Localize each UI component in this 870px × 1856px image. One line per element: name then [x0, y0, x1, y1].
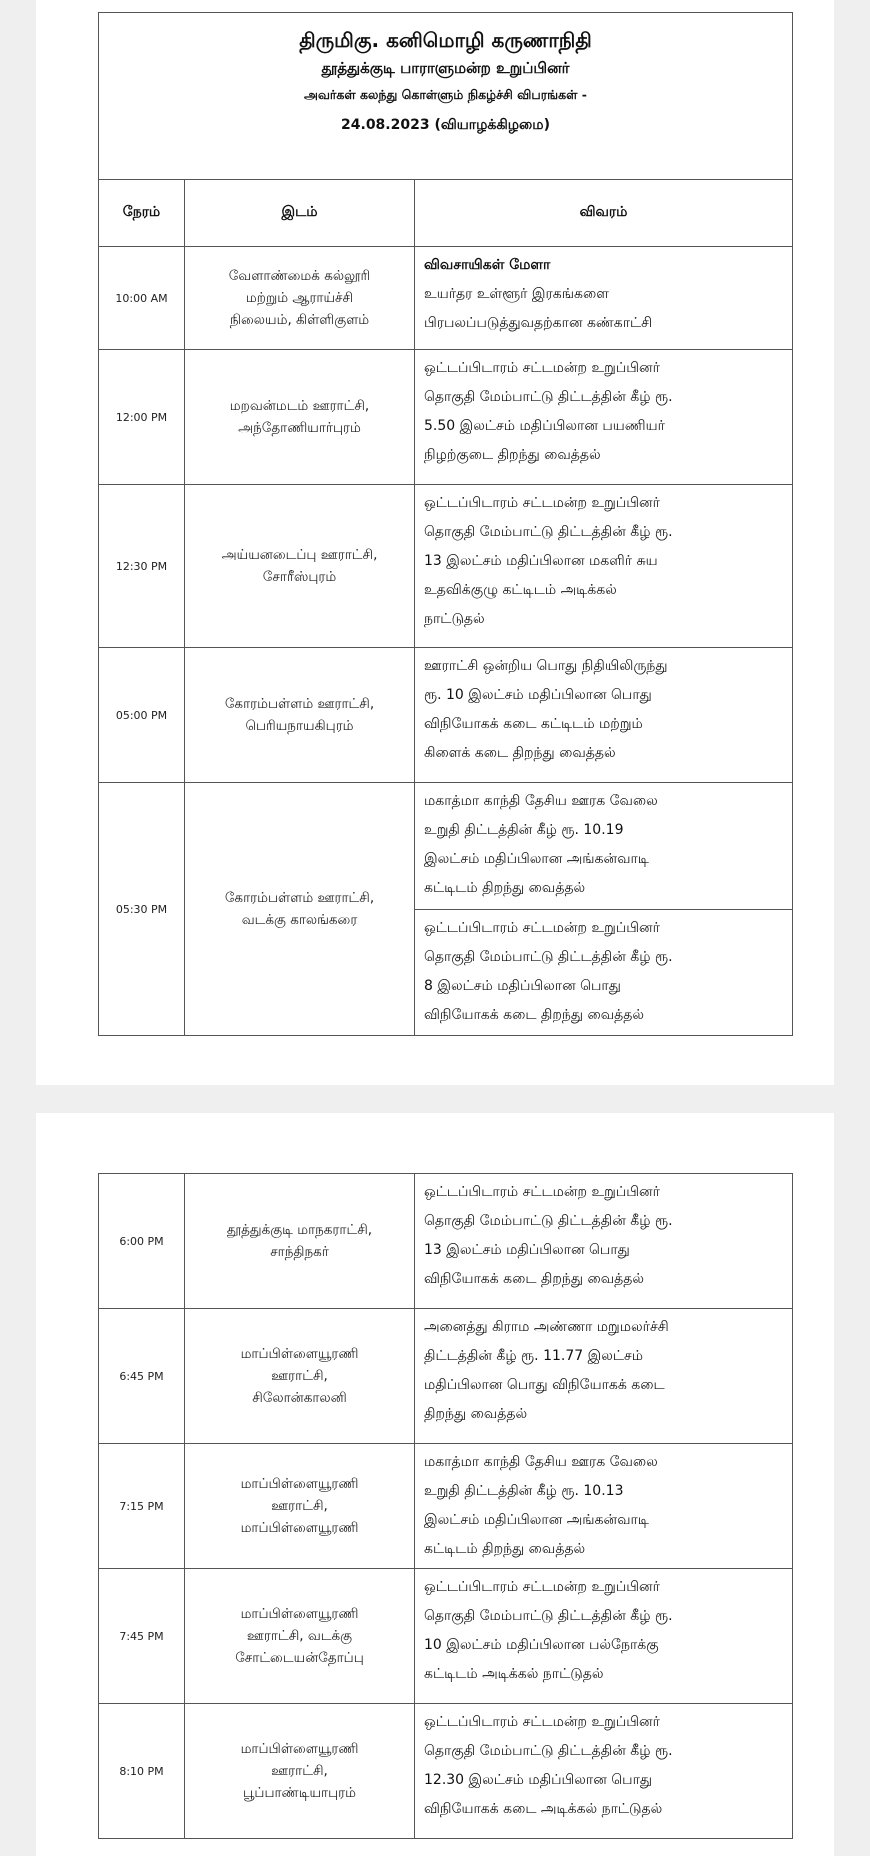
place-line: ஊராட்சி,	[271, 1368, 328, 1384]
place-line: வடக்கு காலங்கரை	[241, 912, 358, 928]
details-line: 5.50 இலட்சம் மதிப்பிலான பயணியர்	[424, 418, 665, 434]
event-details	[415, 1174, 793, 1309]
place-line: பூப்பாண்டியாபுரம்	[243, 1785, 356, 1801]
details-line: இலட்சம் மதிப்பிலான அங்கன்வாடி	[424, 851, 649, 867]
details-line: ஒட்டப்பிடாரம் சட்டமன்ற உறுப்பினர்	[424, 1579, 660, 1595]
column-header-details: விவரம்	[415, 180, 793, 247]
details-line: 12.30 இலட்சம் மதிப்பிலான பொது	[424, 1772, 653, 1788]
details-line: 10 இலட்சம் மதிப்பிலான பல்நோக்கு	[424, 1637, 659, 1653]
details-line: ரூ. 10 இலட்சம் மதிப்பிலான பொது	[424, 687, 652, 703]
document-page-2	[36, 1113, 834, 1856]
table-row	[99, 1569, 793, 1704]
event-place	[185, 648, 415, 783]
place-line: கோரம்பள்ளம் ஊராட்சி,	[224, 890, 375, 906]
person-name: திருமிகு. கனிமொழி கருணாநிதி	[299, 28, 592, 52]
event-details-secondary	[415, 909, 793, 1036]
place-line: சிலோன்காலனி	[252, 1390, 347, 1406]
event-details	[415, 783, 793, 910]
details-line: 13 இலட்சம் மதிப்பிலான மகளிர் சுய	[424, 553, 658, 569]
details-line: ஊராட்சி ஒன்றிய பொது நிதியிலிருந்து	[424, 658, 668, 674]
event-time: 10:00 AM	[99, 247, 185, 350]
place-line: சோட்டையன்தோப்பு	[235, 1650, 364, 1666]
table-row	[99, 1174, 793, 1309]
column-header-row	[99, 180, 793, 247]
column-header-place: இடம்	[185, 180, 415, 247]
title-block	[99, 13, 793, 180]
place-line: மறவன்மடம் ஊராட்சி,	[229, 398, 370, 414]
place-line: சோரீஸ்புரம்	[262, 569, 337, 585]
column-header-time: நேரம்	[99, 180, 185, 247]
event-details	[415, 350, 793, 485]
place-line: சாந்திநகர்	[270, 1244, 329, 1260]
details-line: தொகுதி மேம்பாட்டு திட்டத்தின் கீழ் ரூ.	[424, 948, 673, 965]
place-line: மற்றும் ஆராய்ச்சி	[245, 290, 354, 306]
schedule-date: 24.08.2023 (வியாழக்கிழமை)	[341, 117, 550, 133]
table-row	[99, 648, 793, 783]
details-line: தொகுதி மேம்பாட்டு திட்டத்தின் கீழ் ரூ.	[424, 1743, 673, 1759]
details-line: தொகுதி மேம்பாட்டு திட்டத்தின் கீழ் ரூ.	[424, 524, 673, 540]
details-line: திறந்து வைத்தல்	[424, 1406, 528, 1422]
details-line: உயர்தர உள்ளூர் இரகங்களை	[424, 286, 609, 302]
event-details	[415, 1309, 793, 1444]
place-line: கோரம்பள்ளம் ஊராட்சி,	[224, 696, 375, 712]
details-line: விநியோகக் கடை திறந்து வைத்தல்	[424, 1006, 645, 1023]
details-line: கட்டிடம் திறந்து வைத்தல்	[424, 1541, 586, 1557]
details-line: ஒட்டப்பிடாரம் சட்டமன்ற உறுப்பினர்	[424, 360, 660, 376]
place-line: மாப்பிள்ளையூரணி	[240, 1346, 359, 1362]
event-details	[415, 247, 793, 350]
event-place	[185, 783, 415, 1036]
schedule-table-page-2	[98, 1173, 793, 1839]
event-place	[185, 485, 415, 648]
details-line: உதவிக்குழு கட்டிடம் அடிக்கல்	[424, 582, 617, 598]
event-place	[185, 1174, 415, 1309]
event-place	[185, 1704, 415, 1839]
details-line: அனைத்து கிராம அண்ணா மறுமலர்ச்சி	[424, 1319, 669, 1335]
details-line: கட்டிடம் திறந்து வைத்தல்	[424, 880, 586, 896]
place-line: தூத்துக்குடி மாநகராட்சி,	[226, 1222, 373, 1238]
event-details	[415, 1704, 793, 1839]
event-place	[185, 350, 415, 485]
event-time: 7:15 PM	[99, 1444, 185, 1569]
event-place	[185, 1444, 415, 1569]
table-row	[99, 1704, 793, 1839]
place-line: மாப்பிள்ளையூரணி	[240, 1520, 359, 1536]
details-line: மகாத்மா காந்தி தேசிய ஊரக வேலை	[424, 1454, 658, 1470]
details-line: விநியோகக் கடை திறந்து வைத்தல்	[424, 1271, 645, 1287]
place-line: பெரியநாயகிபுரம்	[245, 718, 354, 734]
details-line: கிளைக் கடை திறந்து வைத்தல்	[424, 745, 616, 761]
table-row	[99, 350, 793, 485]
details-line: கட்டிடம் அடிக்கல் நாட்டுதல்	[424, 1666, 604, 1682]
place-line: மாப்பிள்ளையூரணி	[240, 1476, 359, 1492]
event-time: 6:00 PM	[99, 1174, 185, 1309]
event-place	[185, 1309, 415, 1444]
details-line: தொகுதி மேம்பாட்டு திட்டத்தின் கீழ் ரூ.	[424, 1608, 673, 1624]
details-line: தொகுதி மேம்பாட்டு திட்டத்தின் கீழ் ரூ.	[424, 1213, 673, 1229]
details-line: மதிப்பிலான பொது விநியோகக் கடை	[424, 1377, 665, 1393]
details-line: ஒட்டப்பிடாரம் சட்டமன்ற உறுப்பினர்	[424, 1184, 660, 1200]
event-time: 7:45 PM	[99, 1569, 185, 1704]
place-line: நிலையம், கிள்ளிகுளம்	[229, 312, 370, 328]
place-line: மாப்பிள்ளையூரணி	[240, 1741, 359, 1757]
details-line: 13 இலட்சம் மதிப்பிலான பொது	[424, 1242, 630, 1258]
details-line: மகாத்மா காந்தி தேசிய ஊரக வேலை	[424, 793, 658, 809]
place-line: ஊராட்சி, வடக்கு	[246, 1628, 353, 1644]
table-row	[99, 247, 793, 350]
event-time: 12:30 PM	[99, 485, 185, 648]
table-row	[99, 1309, 793, 1444]
place-line: அந்தோணியார்புரம்	[238, 420, 361, 436]
event-title: விவசாயிகள் மேளா	[424, 257, 551, 273]
person-position: தூத்துக்குடி பாராளுமன்ற உறுப்பினர்	[321, 59, 570, 77]
event-details	[415, 648, 793, 783]
details-line: விநியோகக் கடை கட்டிடம் மற்றும்	[424, 716, 643, 732]
place-line: வேளாண்மைக் கல்லூரி	[228, 268, 371, 284]
place-line: மாப்பிள்ளையூரணி	[240, 1606, 359, 1622]
details-line: விநியோகக் கடை அடிக்கல் நாட்டுதல்	[424, 1801, 663, 1817]
event-time: 12:00 PM	[99, 350, 185, 485]
document-page-1	[36, 0, 834, 1085]
details-line: நாட்டுதல்	[424, 611, 485, 627]
table-row	[99, 485, 793, 648]
event-time: 6:45 PM	[99, 1309, 185, 1444]
event-details	[415, 1444, 793, 1569]
details-line: ஒட்டப்பிடாரம் சட்டமன்ற உறுப்பினர்	[424, 1714, 660, 1730]
event-place	[185, 247, 415, 350]
details-line: உறுதி திட்டத்தின் கீழ் ரூ. 10.13	[424, 1483, 624, 1499]
details-line: 8 இலட்சம் மதிப்பிலான பொது	[424, 977, 621, 994]
event-details	[415, 1569, 793, 1704]
table-row	[99, 1444, 793, 1569]
details-line: தொகுதி மேம்பாட்டு திட்டத்தின் கீழ் ரூ.	[424, 389, 673, 405]
event-time: 05:00 PM	[99, 648, 185, 783]
details-line: ஒட்டப்பிடாரம் சட்டமன்ற உறுப்பினர்	[424, 919, 660, 936]
details-line: பிரபலப்படுத்துவதற்கான கண்காட்சி	[424, 315, 653, 331]
schedule-subtitle: அவர்கள் கலந்து கொள்ளும் நிகழ்ச்சி விபரங்கள் -	[304, 87, 587, 102]
place-line: ஊராட்சி,	[271, 1763, 328, 1779]
details-line: இலட்சம் மதிப்பிலான அங்கன்வாடி	[424, 1512, 649, 1528]
details-line: திட்டத்தின் கீழ் ரூ. 11.77 இலட்சம்	[424, 1348, 643, 1364]
event-time: 05:30 PM	[99, 783, 185, 1036]
event-time: 8:10 PM	[99, 1704, 185, 1839]
schedule-table-page-1	[98, 12, 793, 1036]
details-line: ஒட்டப்பிடாரம் சட்டமன்ற உறுப்பினர்	[424, 495, 660, 511]
place-line: அய்யனடைப்பு ஊராட்சி,	[221, 547, 378, 563]
event-place	[185, 1569, 415, 1704]
details-line: உறுதி திட்டத்தின் கீழ் ரூ. 10.19	[424, 822, 624, 838]
event-details	[415, 485, 793, 648]
details-line: நிழற்குடை திறந்து வைத்தல்	[424, 447, 601, 463]
table-row	[99, 783, 793, 910]
place-line: ஊராட்சி,	[271, 1498, 328, 1514]
